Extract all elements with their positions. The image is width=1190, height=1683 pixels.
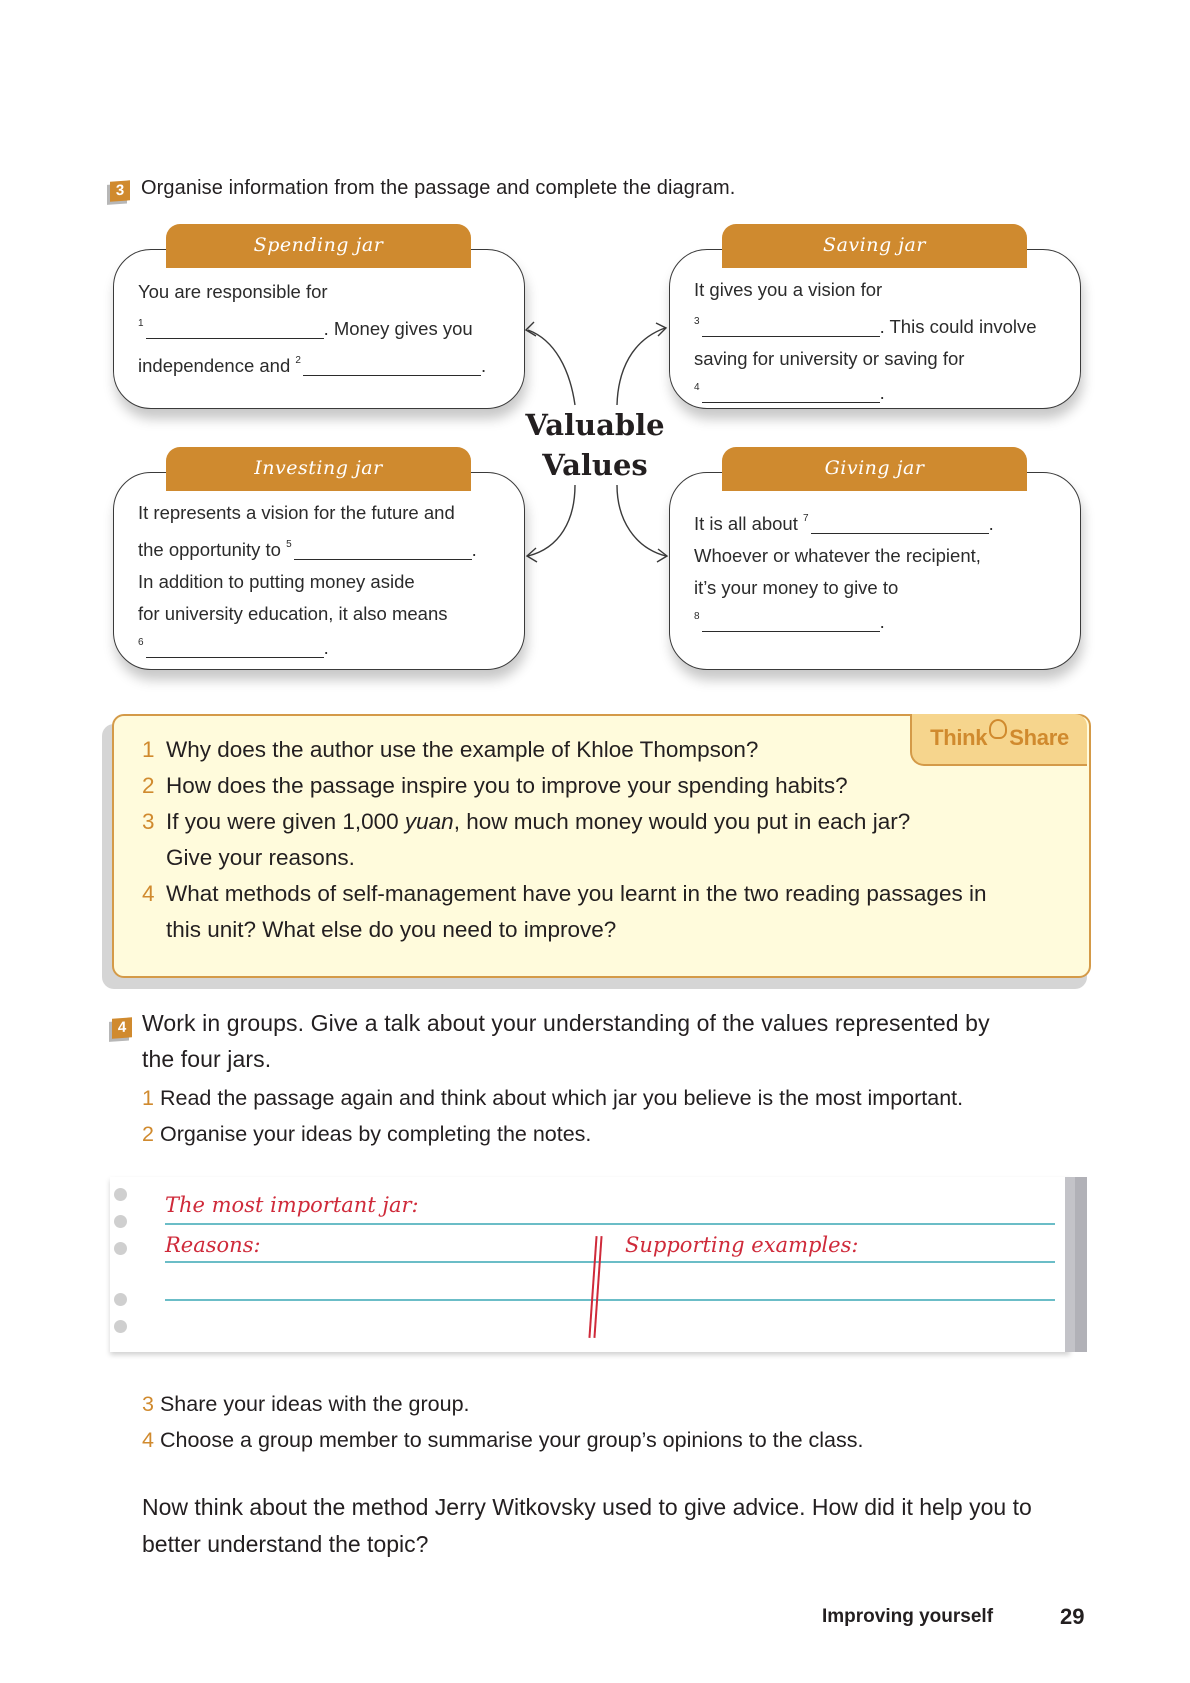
think-share-questions (142, 732, 1072, 948)
step-item (142, 1080, 963, 1116)
investing-jar-title: Investing jar (166, 447, 471, 491)
spending-jar-text (138, 276, 506, 382)
step-number: 2 (142, 1122, 154, 1146)
blank-5-number: 5 (286, 539, 292, 550)
section-3-instruction: Organise information from the passage and complete the diagram. (141, 177, 736, 199)
blank-3[interactable] (702, 316, 880, 337)
footer-unit-title: Improving yourself (822, 1606, 994, 1627)
spending-line-3: independence and (138, 355, 291, 376)
badge-think-label: Think (930, 725, 988, 750)
reasons-input-line[interactable] (165, 1261, 1055, 1263)
blank-3-number: 3 (694, 316, 700, 327)
period: . (988, 513, 994, 534)
section-4-instruction (142, 1005, 1092, 1077)
giving-line-2: Whoever or whatever the recipient, (694, 545, 981, 566)
saving-jar-title: Saving jar (722, 224, 1027, 268)
arrow-to-investing (528, 485, 575, 556)
binder-hole (114, 1188, 127, 1201)
reflection-question: Now think about the method Jerry Witkovsky used to give advice. How did it help you to better understand the topic? (142, 1494, 1032, 1557)
saving-line-1: It gives you a vision for (694, 279, 883, 300)
step-item (142, 1116, 963, 1152)
blank-7[interactable] (811, 513, 989, 534)
step-number: 4 (142, 1428, 154, 1452)
section-3-number-badge: 3 (110, 180, 130, 201)
saving-jar-text (694, 274, 1062, 406)
period: . (323, 637, 329, 658)
question-item (142, 804, 1072, 840)
investing-line-1: It represents a vision for the future and (138, 502, 455, 523)
investing-jar-box (113, 472, 525, 670)
question-text-italic: yuan (404, 809, 454, 834)
step-item (142, 1422, 863, 1458)
period: . (480, 355, 487, 376)
blank-8[interactable] (702, 611, 880, 632)
blank-6[interactable] (146, 637, 324, 658)
arrow-to-spending-head (526, 322, 536, 336)
diagram-center-title (520, 405, 670, 485)
blank-1[interactable] (146, 318, 324, 339)
reasons-label: Reasons: (165, 1233, 261, 1257)
center-title-line-2: Values (542, 448, 648, 482)
badge-share-label: Share (1009, 725, 1069, 750)
giving-jar-box (669, 472, 1081, 670)
giving-line-3: it’s your money to give to (694, 577, 899, 598)
binder-hole (114, 1320, 127, 1333)
question-text: Why does the author use the example of Khloe Thompson? (166, 737, 759, 762)
step-text: Organise your ideas by completing the notes. (159, 1122, 592, 1146)
question-text-part: If you were given 1,000 (166, 809, 405, 834)
most-important-jar-input-line[interactable] (165, 1223, 1055, 1225)
notebook-page-edge (1075, 1177, 1087, 1352)
center-title-line-1: Valuable (525, 408, 665, 442)
supporting-examples-label: Supporting examples: (625, 1233, 859, 1257)
saving-jar-box (669, 249, 1081, 409)
saving-line-3: saving for university or saving for (694, 348, 965, 369)
section-4-steps-before (142, 1080, 963, 1152)
section-4-steps-after (142, 1386, 863, 1458)
arrow-to-giving (617, 485, 666, 556)
blank-2-number: 2 (295, 355, 301, 366)
investing-line-4: for university education, it also means (138, 603, 448, 624)
arrow-to-spending (528, 330, 575, 405)
spending-line-1: You are responsible for (138, 281, 328, 302)
section-4-number-badge: 4 (112, 1017, 132, 1038)
spending-jar-title: Spending jar (166, 224, 471, 268)
page-number: 29 (1060, 1604, 1085, 1629)
investing-jar-text (138, 497, 506, 661)
blank-8-number: 8 (694, 611, 700, 622)
step-item (142, 1386, 863, 1422)
giving-jar-text (694, 503, 1062, 635)
period: . (879, 382, 885, 403)
question-text (166, 804, 910, 840)
binder-hole (114, 1215, 127, 1228)
question-text-continued: Give your reasons. (166, 845, 355, 870)
most-important-jar-label: The most important jar: (165, 1193, 419, 1217)
question-number: 3 (142, 809, 155, 834)
spending-jar-box (113, 249, 525, 409)
section-4-instruction-line-1: Work in groups. Give a talk about your understanding of the values represented by (142, 1010, 990, 1036)
period: . (471, 539, 477, 560)
step-number: 1 (142, 1086, 154, 1110)
blank-5[interactable] (294, 539, 472, 560)
section-4-instruction-line-2: the four jars. (142, 1046, 272, 1072)
step-text: Choose a group member to summarise your group’s opinions to the class. (159, 1428, 864, 1452)
spending-line-2: . Money gives you (323, 318, 473, 339)
investing-line-2: the opportunity to (138, 539, 281, 560)
question-number: 2 (142, 773, 155, 798)
arrow-to-saving (617, 328, 665, 405)
question-text: How does the passage inspire you to improve your spending habits? (166, 773, 848, 798)
blank-1-number: 1 (138, 318, 144, 329)
question-number: 4 (142, 881, 155, 906)
binder-hole (114, 1242, 127, 1255)
blank-7-number: 7 (803, 513, 809, 524)
step-text: Read the passage again and think about which jar you believe is the most important. (159, 1086, 964, 1110)
question-item (142, 732, 1072, 768)
question-text-part: , how much money would you put in each jar? (453, 809, 911, 834)
blank-6-number: 6 (138, 637, 144, 648)
investing-line-3: In addition to putting money aside (138, 571, 415, 592)
question-text: What methods of self-management have you learnt in the two reading passages in (166, 881, 987, 906)
step-text: Share your ideas with the group. (159, 1392, 470, 1416)
question-text-continued: this unit? What else do you need to improve? (166, 917, 617, 942)
period: . (879, 611, 885, 632)
blank-4[interactable] (702, 382, 880, 403)
giving-jar-title: Giving jar (722, 447, 1027, 491)
step-number: 3 (142, 1392, 154, 1416)
saving-line-2: . This could involve (879, 316, 1037, 337)
question-number: 1 (142, 737, 155, 762)
question-item (142, 876, 1072, 912)
notebook-page-edge (1065, 1177, 1075, 1352)
question-item (142, 768, 1072, 804)
blank-4-number: 4 (694, 382, 700, 393)
notes-input-line[interactable] (165, 1299, 1055, 1301)
blank-2[interactable] (303, 355, 481, 376)
binder-hole (114, 1293, 127, 1306)
giving-line-1: It is all about (694, 513, 798, 534)
